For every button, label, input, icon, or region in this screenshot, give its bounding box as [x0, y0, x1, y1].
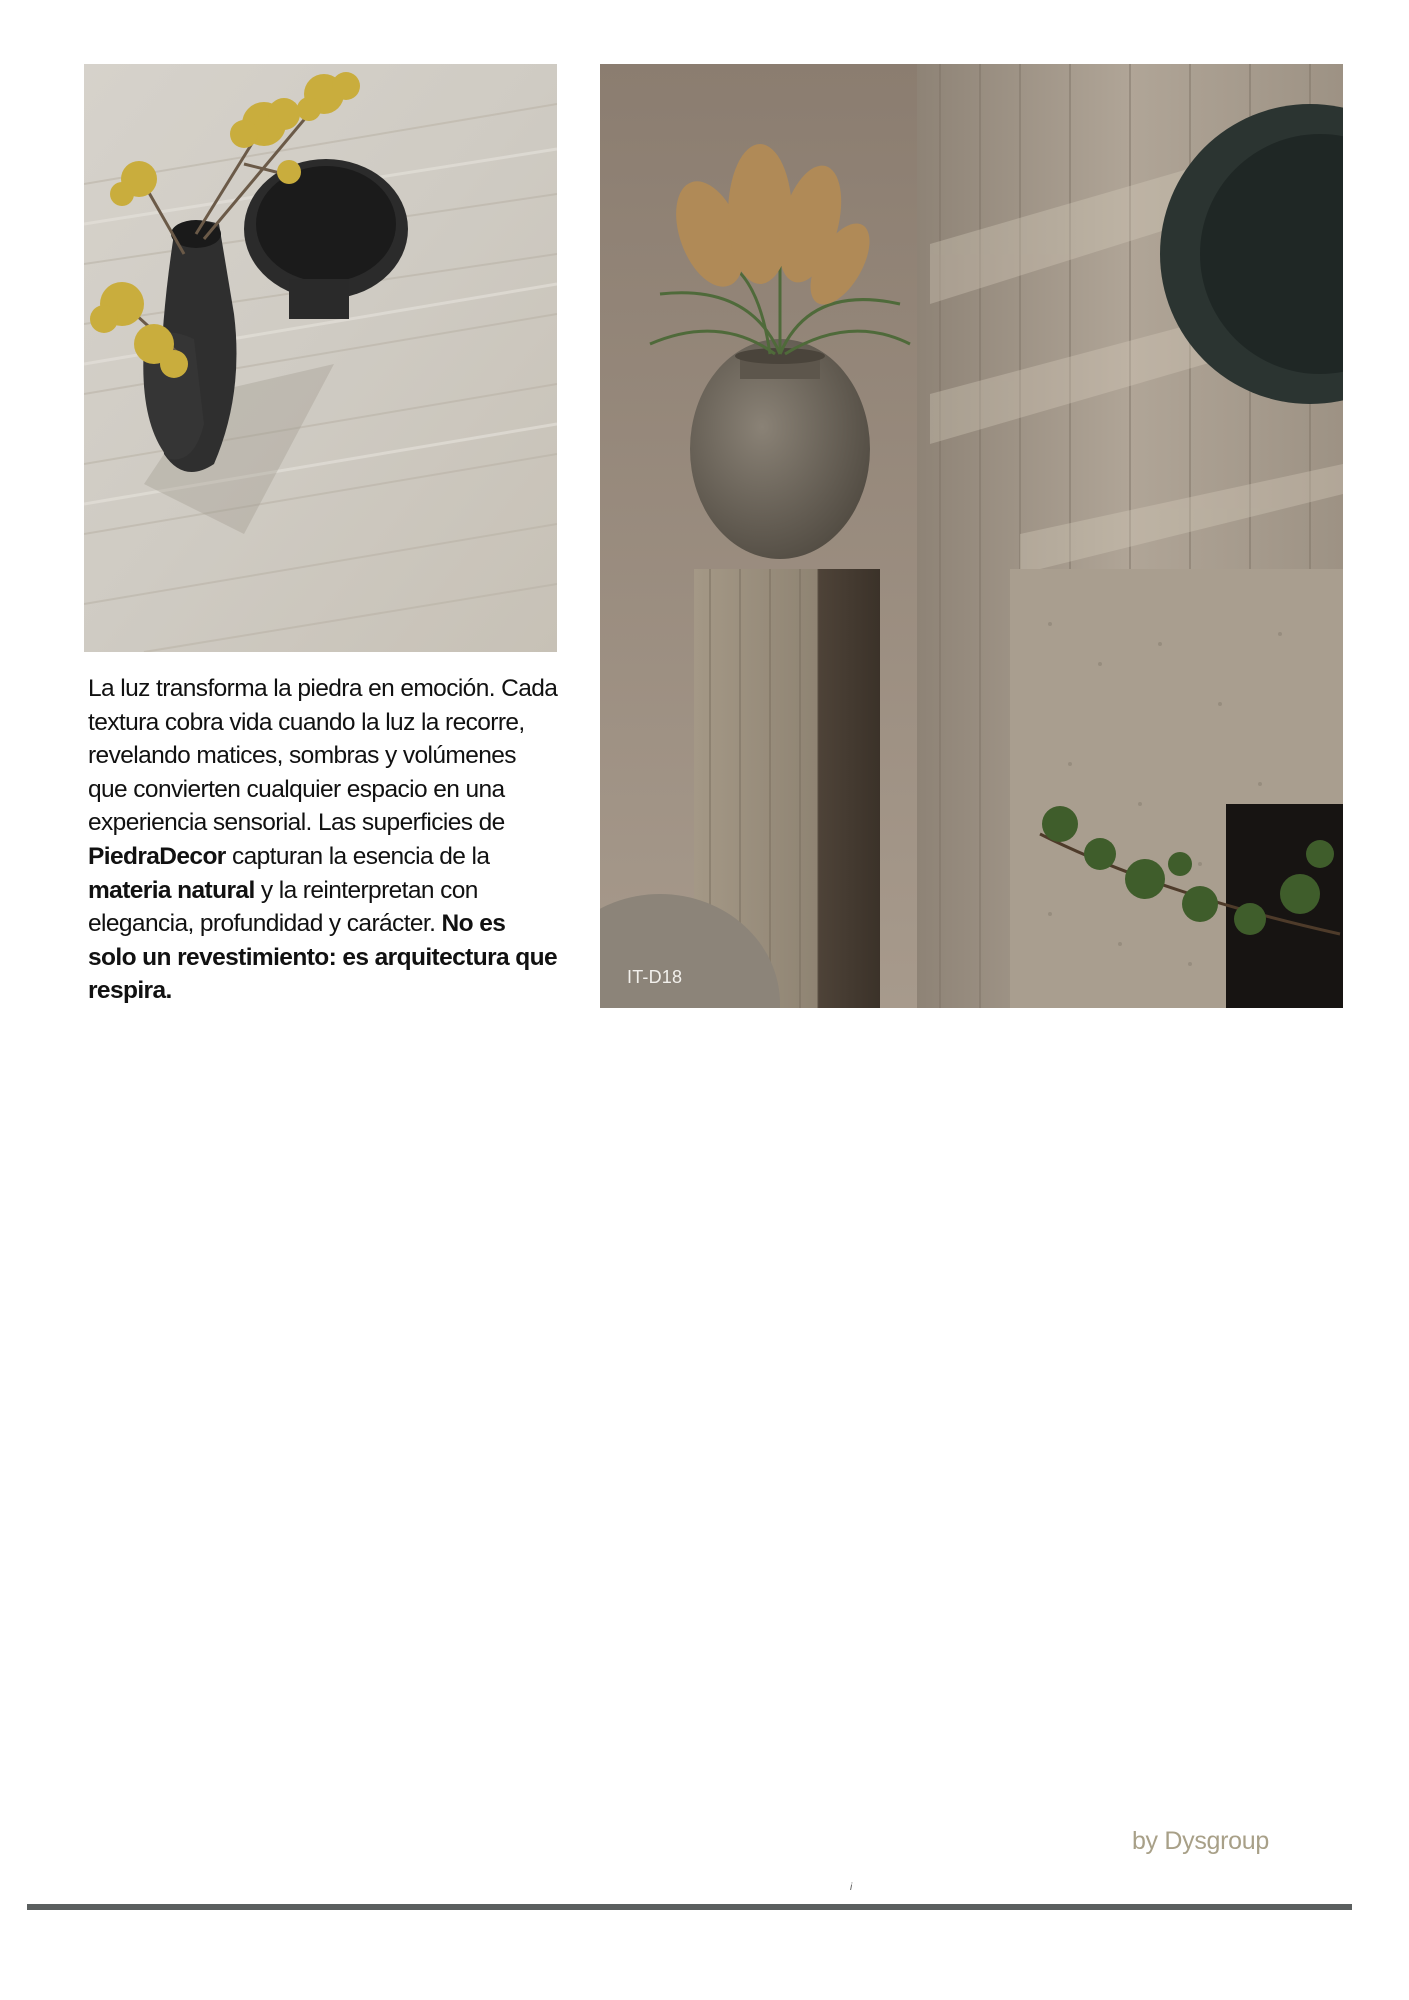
body-paragraph: [88, 672, 558, 1008]
paragraph-part-2: capturan la esencia de la: [225, 842, 490, 870]
vases-image: [84, 64, 557, 652]
photo-vases-travertine: [84, 64, 557, 652]
brand-name: PiedraDecor: [88, 842, 226, 870]
product-code: IT-D18: [627, 967, 683, 987]
highlight-phrase: materia natural: [88, 876, 255, 904]
photo-urn-pedestal: [600, 64, 1343, 1008]
page-mark: i: [850, 1882, 853, 1893]
closing-statement: No es solo un revestimiento: es arquitectura que respira.: [88, 910, 557, 1005]
footer-brand: by Dysgroup: [1131, 1827, 1269, 1855]
footer-divider: [27, 1904, 1352, 1910]
paragraph-part-1: La luz transforma la piedra en emoción. Cada textura cobra vida cuando la luz la recorre, revelando matices, sombras y volúmenes que convierten cualquier espacio en una experiencia sensorial. Las superficies de: [88, 675, 558, 837]
paragraph-part-3: y la reinterpretan con elegancia, profundidad y carácter.: [88, 876, 478, 938]
urn-image: [600, 64, 1343, 1008]
